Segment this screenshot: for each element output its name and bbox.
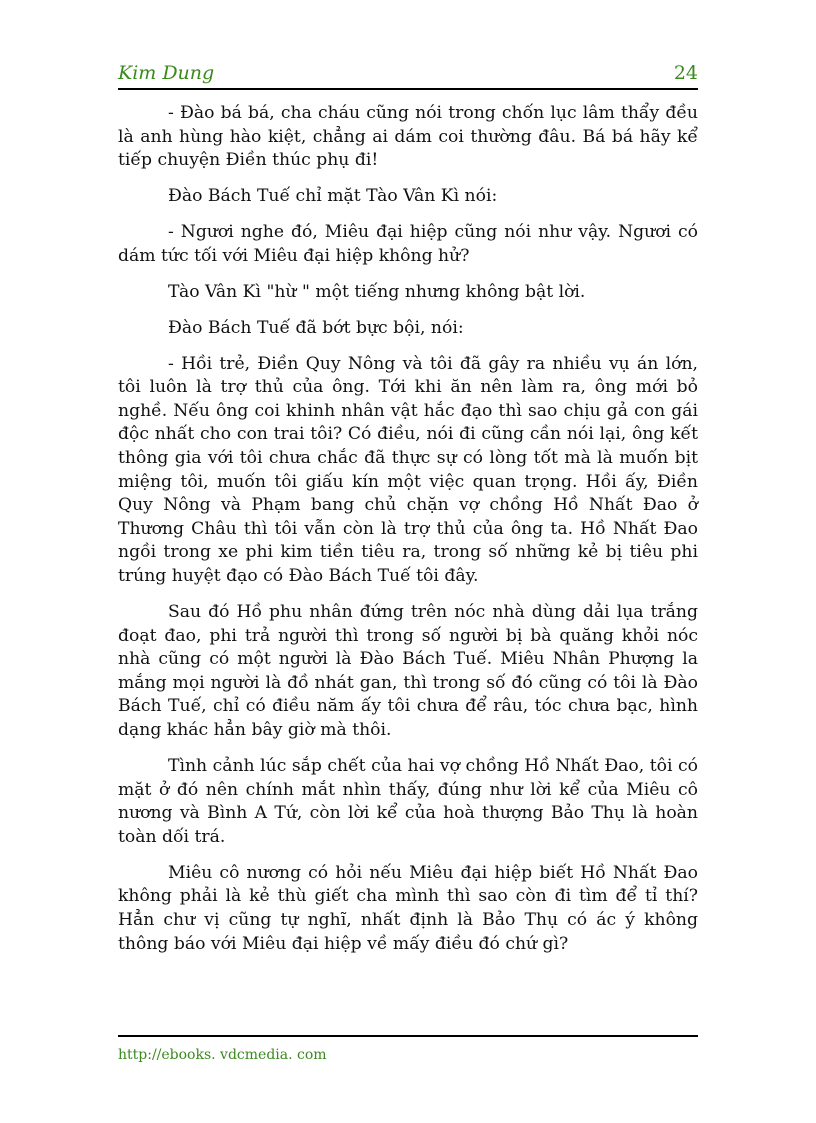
paragraph: Đào Bách Tuế đã bớt bực bội, nói: — [168, 317, 464, 338]
paragraph: Sau đó Hồ phu nhân đứng trên nóc nhà dùng dải lụa trắng đoạt đao, phi trả người thì trong số người bị bà quăng khỏi nóc nhà cũng có một người là Đào Bách Tuế. Miêu Nhân Phượng la mắng mọi người là đồ nhát gan, thì trong số đó cũng có tôi là Đào Bách Tuế, chỉ có điều năm ấy tôi chưa để râu, tóc chưa bạc, hình dạng khác hẳn bây giờ mà thôi. — [118, 602, 698, 740]
paragraph: - Đào bá bá, cha cháu cũng nói trong chốn lục lâm thẩy đều là anh hùng hào kiệt, chẳng ai dám coi thường đâu. Bá bá hãy kể tiếp chuyện Điền thúc phụ đi! — [118, 103, 698, 171]
paragraph: Đào Bách Tuế chỉ mặt Tào Vân Kì nói: — [168, 186, 498, 207]
paragraph: Tình cảnh lúc sắp chết của hai vợ chồng Hồ Nhất Đao, tôi có mặt ở đó nên chính mắt nhìn thấy, đúng như lời kể của Miêu cô nương và Bình A Tứ, còn lời kể của hoà thượng Bảo Thụ là hoàn toàn dối trá. — [118, 755, 698, 847]
paragraph: - Ngươi nghe đó, Miêu đại hiệp cũng nói như vậy. Ngươi có dám tức tối với Miêu đại hiệp không hử? — [118, 222, 698, 266]
paragraph: Miêu cô nương có hỏi nếu Miêu đại hiệp biết Hồ Nhất Đao không phải là kẻ thù giết cha mình thì sao còn đi tìm để tỉ thí? Hẳn chư vị cũng tự nghĩ, nhất định là Bảo Thụ có ác ý không thông báo với Miêu đại hiệp về mấy điều đó chứ gì? — [118, 862, 698, 954]
page-number: 24 — [673, 62, 698, 84]
paragraph: - Hồi trẻ, Điền Quy Nông và tôi đã gây ra nhiều vụ án lớn, tôi luôn là trợ thủ của ông. Tới khi ăn nên làm ra, ông mới bỏ nghề. Nếu ông coi khinh nhân vật hắc đạo thì sao chịu gả con gái độc nhất cho con trai tôi? Có điều, nói đi cũng cần nói lại, ông kết thông gia với tôi chưa chắc đã thực sự có lòng tốt mà là muốn bịt miệng tôi, muốn tôi giấu kín một việc quan trọng. Hồi ấy, Điền Quy Nông và Phạm bang chủ chặn vợ chồng Hồ Nhất Đao ở Thương Châu thì tôi vẫn còn là trợ thủ của ông ta. Hồ Nhất Đao ngồi trong xe phi kim tiền tiêu ra, trong số những kẻ bị tiêu phi trúng huyệt đạo có Đào Bách Tuế tôi đây. — [118, 353, 698, 587]
book-author-title: Kim Dung — [118, 62, 215, 84]
paragraph: Tào Vân Kì "hừ " một tiếng nhưng không bật lời. — [168, 281, 586, 302]
source-link[interactable]: http://ebooks. vdcmedia. com — [118, 1047, 327, 1063]
page-body — [118, 102, 698, 969]
page-header — [118, 60, 698, 90]
page-footer — [118, 1035, 698, 1064]
